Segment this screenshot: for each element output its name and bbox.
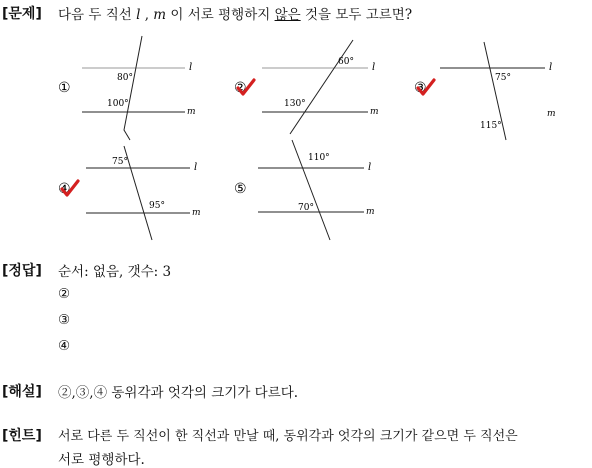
answer-item-1: ② xyxy=(58,286,71,302)
problem-underlined: 않은 xyxy=(274,7,301,23)
problem-text-after: 것을 모두 고르면? xyxy=(300,7,413,23)
figure-3-number: ③ xyxy=(414,80,427,96)
figure-4-transversal xyxy=(124,146,152,240)
figure-2-angle-b: 130° xyxy=(284,99,306,109)
figure-4-angle-b: 95° xyxy=(149,201,165,211)
figure-2-label-l: l xyxy=(372,62,376,73)
problem-var-l: l xyxy=(136,7,141,23)
figure-2 xyxy=(234,40,379,134)
figure-2-transversal xyxy=(290,40,353,134)
figure-1-angle-b: 100° xyxy=(107,99,129,109)
answer-item-3: ④ xyxy=(58,338,71,354)
answer-summary: 순서: 없음, 갯수: 3 xyxy=(58,264,172,280)
figure-3-label-l: l xyxy=(549,62,553,73)
figure-1-label-m: m xyxy=(187,107,196,117)
problem-text-mid: 이 서로 평행하지 xyxy=(166,7,275,23)
figure-5-angle-a: 110° xyxy=(308,153,330,163)
answer-label: [정답] xyxy=(2,263,42,279)
figure-1-number: ① xyxy=(58,80,71,96)
figure-4-angle-a: 75° xyxy=(112,157,128,167)
figure-1-label-l: l xyxy=(189,62,193,73)
figure-5-label-l: l xyxy=(368,162,372,173)
figure-5-angle-b: 70° xyxy=(298,203,314,213)
hint-label: [힌트] xyxy=(2,428,42,444)
figure-4-label-m: m xyxy=(192,208,201,218)
figure-4 xyxy=(58,146,201,240)
figure-5-number: ⑤ xyxy=(234,181,247,197)
figure-3-angle-b: 115° xyxy=(480,121,502,131)
figure-4-number: ④ xyxy=(58,181,71,197)
figure-2-label-m: m xyxy=(370,107,379,117)
explanation-label: [해설] xyxy=(2,384,42,400)
answer-item-2: ③ xyxy=(58,312,71,328)
figure-4-label-l: l xyxy=(194,162,198,173)
figure-5 xyxy=(234,140,375,240)
figure-2-angle-a: 60° xyxy=(338,57,354,67)
figure-2-number: ② xyxy=(234,80,247,96)
figure-3-label-m: m xyxy=(547,109,556,119)
figure-3-angle-a: 75° xyxy=(495,73,511,83)
problem-var-m: m xyxy=(153,7,167,23)
figure-1-angle-a: 80° xyxy=(117,73,133,83)
figure-1 xyxy=(58,36,196,140)
problem-text-before: 다음 두 직선 xyxy=(58,7,137,23)
problem-comma: , xyxy=(140,7,154,23)
figure-3 xyxy=(414,42,556,140)
figure-1-transversal xyxy=(124,36,142,140)
hint-line-1: 서로 다른 두 직선이 한 직선과 만날 때, 동위각과 엇각의 크기가 같으면 두 직선은 xyxy=(58,429,518,444)
hint-line-2: 서로 평행하다. xyxy=(58,452,145,468)
problem-label: [문제] xyxy=(2,6,42,22)
explanation-text: ②,③,④ 동위각과 엇각의 크기가 다르다. xyxy=(58,385,299,401)
figure-5-label-m: m xyxy=(366,207,375,217)
